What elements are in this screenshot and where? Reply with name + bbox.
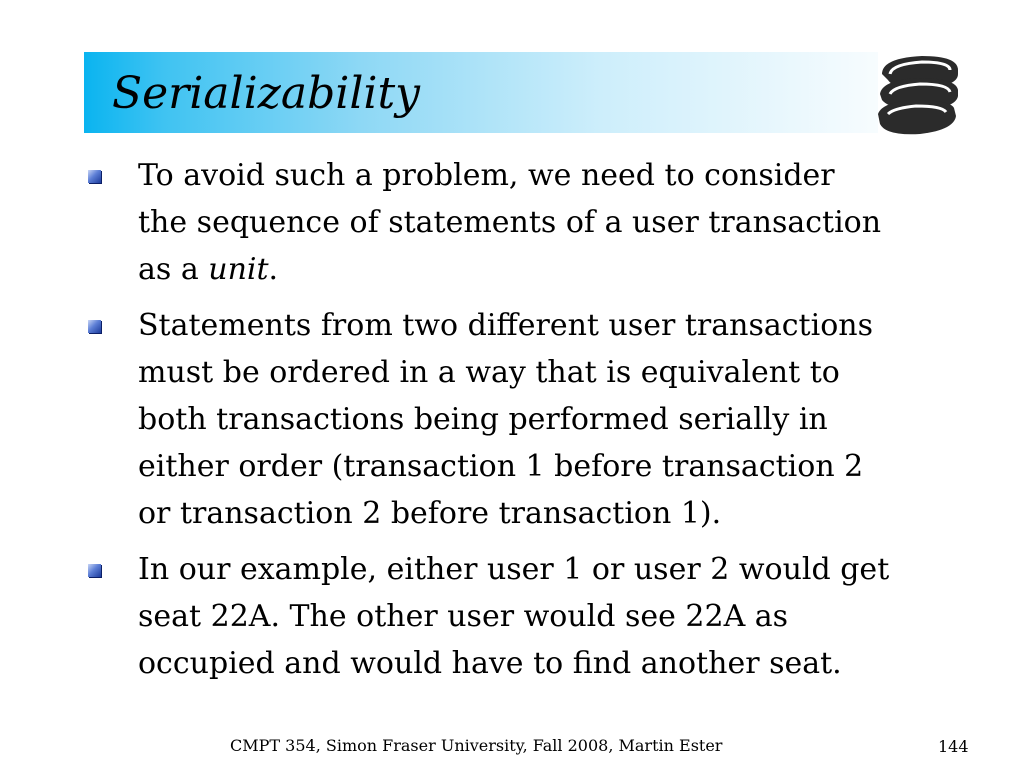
bullet-list — [88, 152, 1008, 696]
bullet-text-main: Statements from two different user transactions must be ordered in a way that is equivalent to both transactions being performed serially in either order (transaction 1 before transaction 2 or transaction 2 before transaction 1). — [138, 308, 873, 531]
bullet-item — [88, 302, 1008, 537]
logo-disk-bottom — [878, 100, 956, 134]
square-bullet-icon — [88, 320, 101, 333]
bullet-text-main: To avoid such a problem, we need to consider the sequence of statements of a user transaction as a — [138, 158, 882, 287]
slide-title: Serializability — [112, 68, 420, 119]
footer-credit: CMPT 354, Simon Fraser University, Fall 2008, Martin Ester — [230, 736, 723, 755]
bullet-text — [138, 152, 1008, 293]
bullet-text-suffix: . — [268, 252, 279, 287]
bullet-text-main: In our example, either user 1 or user 2 would get seat 22A. The other user would see 22A as occupied and would have to find another seat. — [138, 552, 890, 681]
stacked-disks-logo-icon — [870, 44, 966, 140]
square-bullet-icon — [88, 170, 101, 183]
bullet-emphasis: unit — [208, 252, 269, 287]
bullet-text — [138, 302, 1008, 537]
square-bullet-icon — [88, 564, 101, 577]
bullet-item — [88, 546, 1008, 687]
bullet-text — [138, 546, 1008, 687]
bullet-item — [88, 152, 1008, 293]
page-number: 144 — [938, 737, 969, 756]
